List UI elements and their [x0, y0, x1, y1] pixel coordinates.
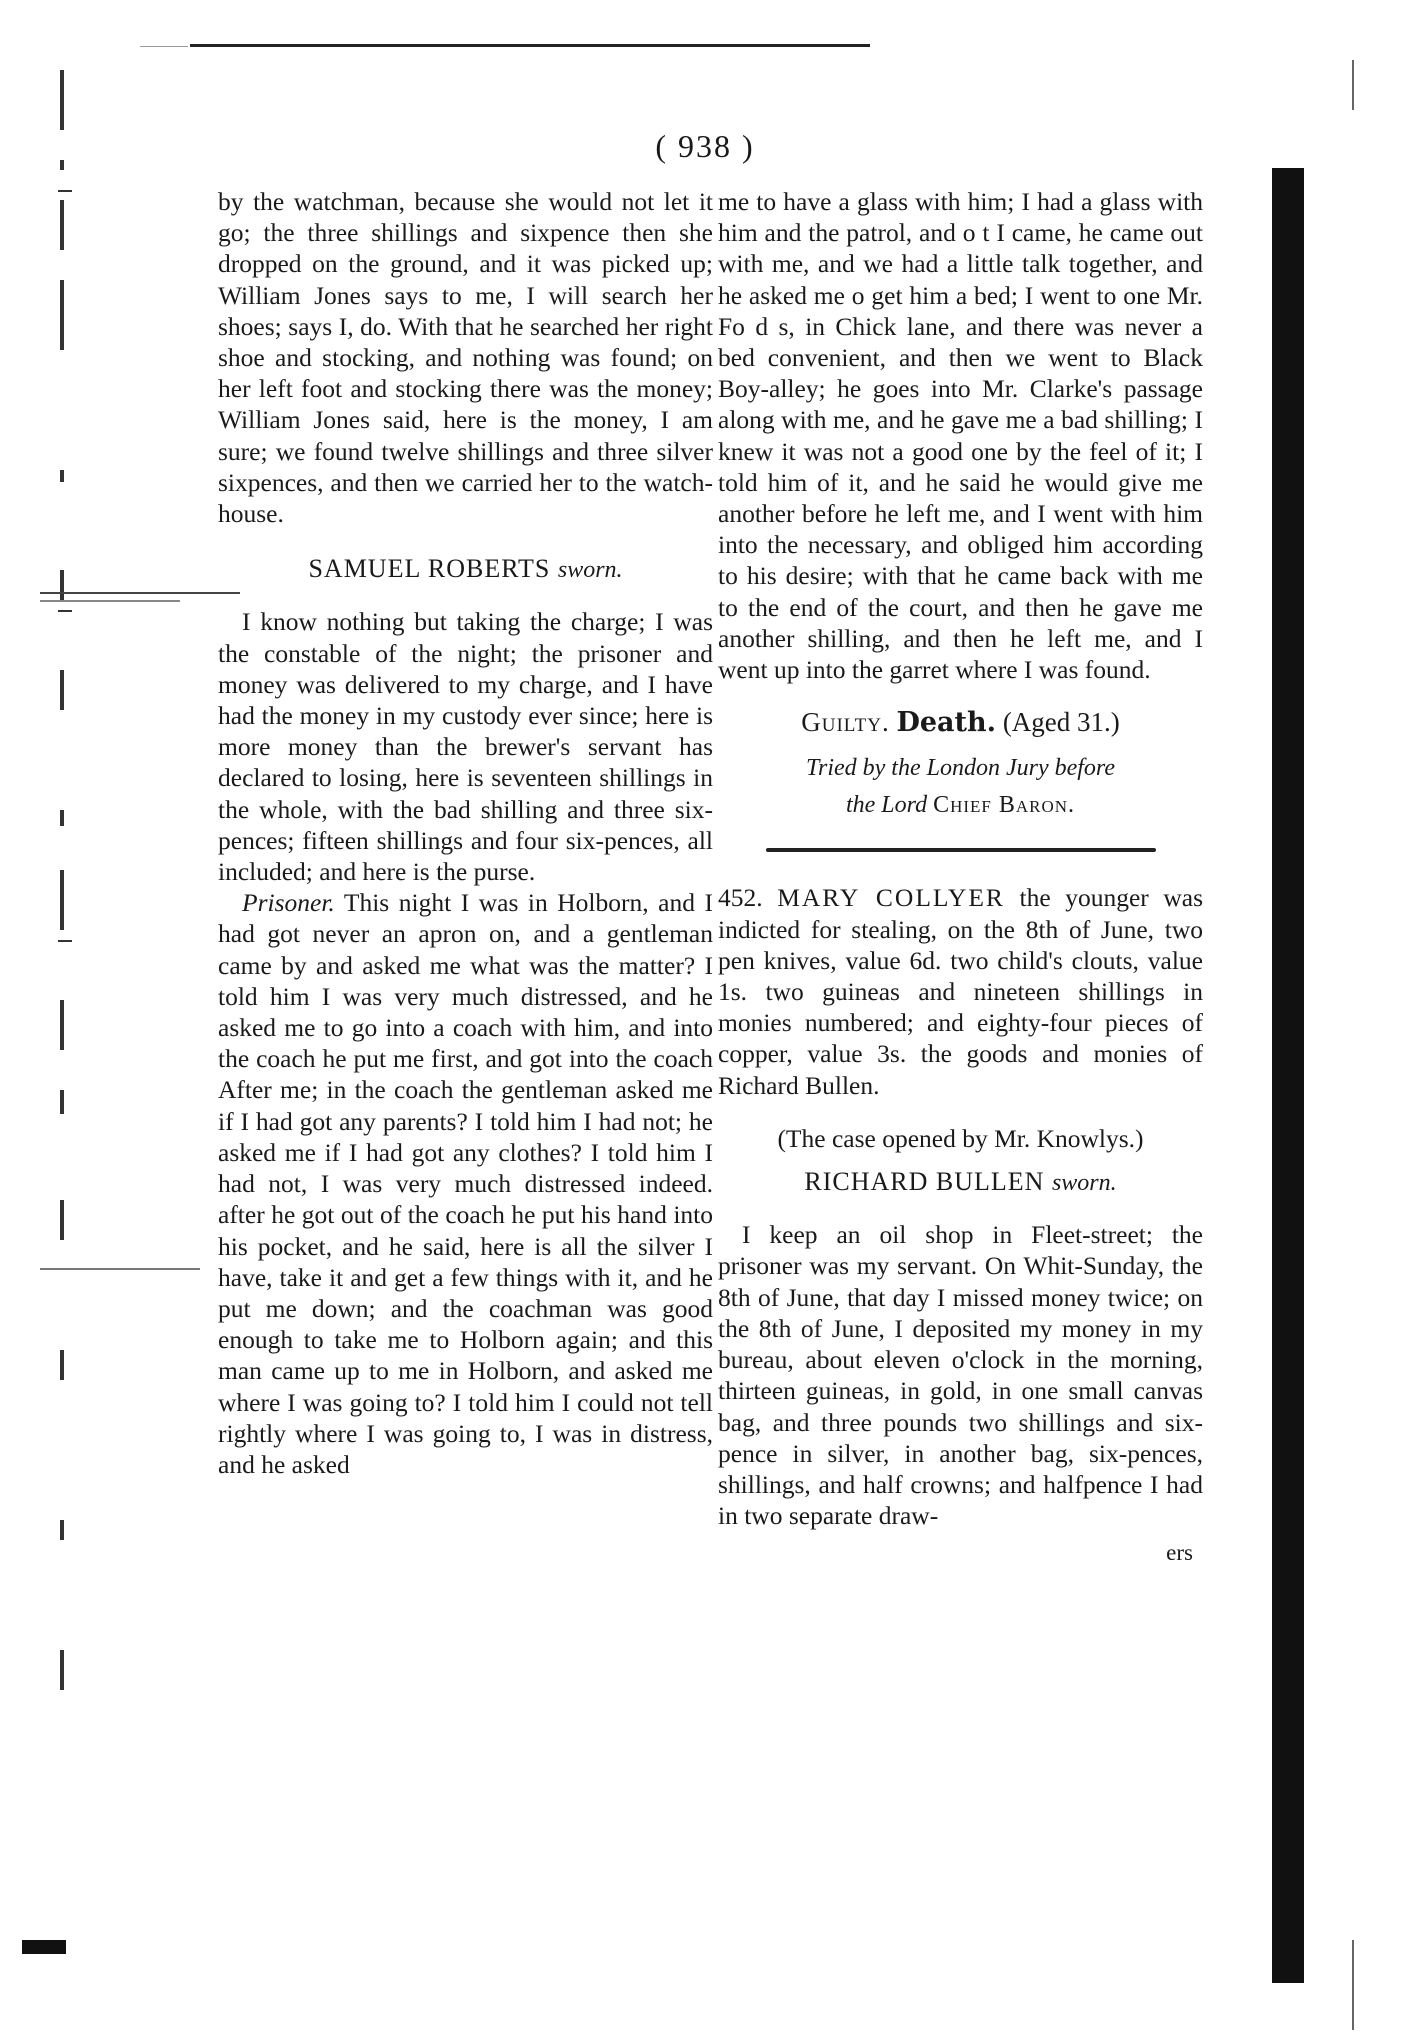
witness-name: SAMUEL ROBERTS [308, 554, 551, 584]
right-column [718, 186, 1203, 1569]
witness-heading [718, 1166, 1203, 1199]
verdict-age: (Aged 31.) [1002, 707, 1120, 738]
witness-heading [218, 553, 713, 586]
tried-by [718, 750, 1203, 824]
page-number: ( 938 ) [655, 128, 755, 164]
case-text: the younger was indicted for stealing, on the 8th of June, two pen knives, value 6d. two child's clouts, value 1s. two guineas and nineteen shillings in monies numbered; and eighty-four pieces of copper, value 3s. the goods and monies of Richard Bullen. [718, 883, 1203, 1100]
speaker-label: Prisoner. [242, 888, 335, 918]
case-number: 452. [718, 883, 763, 913]
page-binding-shadow [1272, 168, 1304, 1983]
tried-title: Chief Baron. [933, 792, 1076, 819]
witness-name: RICHARD BULLEN [804, 1167, 1045, 1197]
paragraph: me to have a glass with him; I had a glass with him and the patrol, and o t I came, he came out with me, and we had a little talk together, and he asked me o get him a bed; I went to one Mr. Fo d s, in Chick lane, and there was never a bed convenient, and then we went to Black Boy-alley; he goes into Mr. Clarke's passage along with me, and he gave me a bad shilling; I knew it was not a good one by the feel of it; I told him of it, and he said he would give me another before he left me, and I went with him into the necessary, and obliged him according to his desire; with that he came back with me to the end of the court, and then he gave me another shilling, and then he left me, and I went up into the garret where I was found. [718, 187, 1203, 685]
scan-line [40, 1268, 200, 1270]
tried-line-2 [718, 787, 1203, 824]
right-margin-mark [1352, 60, 1354, 110]
prisoner-statement [218, 887, 713, 1480]
paragraph: I know nothing but taking the charge; I was the constable of the night; the prisoner and money was delivered to my charge, and I have had the money in my custody ever since; here is more money than the brewer's servant has declared to losing, here is seventeen shillings in the whole, with the bad shilling and three six-pences; fifteen shillings and four six-pences, all included; and here is the purse. [218, 607, 713, 887]
verdict-guilty: Guilty. [801, 707, 890, 738]
catchword: ers [1166, 1540, 1193, 1566]
tried-prefix: the Lord [845, 792, 928, 819]
scan-line [40, 592, 240, 594]
scan-line [40, 600, 180, 602]
statement-text: This night I was in Holborn, and I had got never an apron on, and a gentleman came by and asked me what was the matter? I told him I was very much distressed, and he asked me to go into a coach with him, and into the coach he put me first, and got into the coach After me; in the coach the gentleman asked me if I had got any parents? I told him I had not; he asked me if I had got any clothes? I told him I had not, I was very much distressed indeed. after he got out of the coach he put his hand into his pocket, and he said, here is all the silver I have, take it and get a few things with it, and he put me down; and the coachman was good enough to take me to Holborn again; and this man came up to me in Holborn, and asked me where I was going to? I told him I could not tell rightly where I was going to, I was in distress, and he asked [218, 888, 713, 1479]
paragraph: by the watchman, because she would not let it go; the three shillings and sixpence then she dropped on the ground, and it was picked up; William Jones says to me, I will search her shoes; says I, do. With that he searched her right shoe and stocking, and nothing was found; on her left foot and stocking there was the money; William Jones said, here is the money, I am sure; we found twelve shillings and three silver sixpences, and then we carried her to the watch-house. [218, 187, 713, 529]
case-opened-note: (The case opened by Mr. Knowlys.) [777, 1123, 1144, 1153]
case-defendant: MARY COLLYER [777, 883, 1005, 913]
left-column [218, 186, 713, 1480]
tried-line-1: Tried by the London Jury before [805, 755, 1116, 782]
verdict-sentence: Death. [896, 707, 997, 739]
left-margin-marks [40, 50, 80, 1950]
verdict-line [718, 707, 1203, 738]
scan-edge-line [140, 46, 188, 47]
top-rule [190, 44, 870, 47]
paragraph: I keep an oil shop in Fleet-street; the prisoner was my servant. On Whit-Sunday, the 8th of June, that day I missed money twice; on the 8th of June, I deposited my money in my bureau, about eleven o'clock in the morning, thirteen guineas, in gold, in one small canvas bag, and three pounds two shillings and six-pence in silver, in another bag, six-pences, shillings, and half crowns; and halfpence I had in two separate draw- [718, 1220, 1203, 1531]
ink-blot [22, 1940, 66, 1954]
sworn-label: sworn. [557, 557, 623, 584]
case-indictment [718, 882, 1203, 1100]
sworn-label: sworn. [1051, 1170, 1117, 1197]
section-divider [766, 848, 1156, 852]
right-margin-mark [1352, 1940, 1354, 2030]
